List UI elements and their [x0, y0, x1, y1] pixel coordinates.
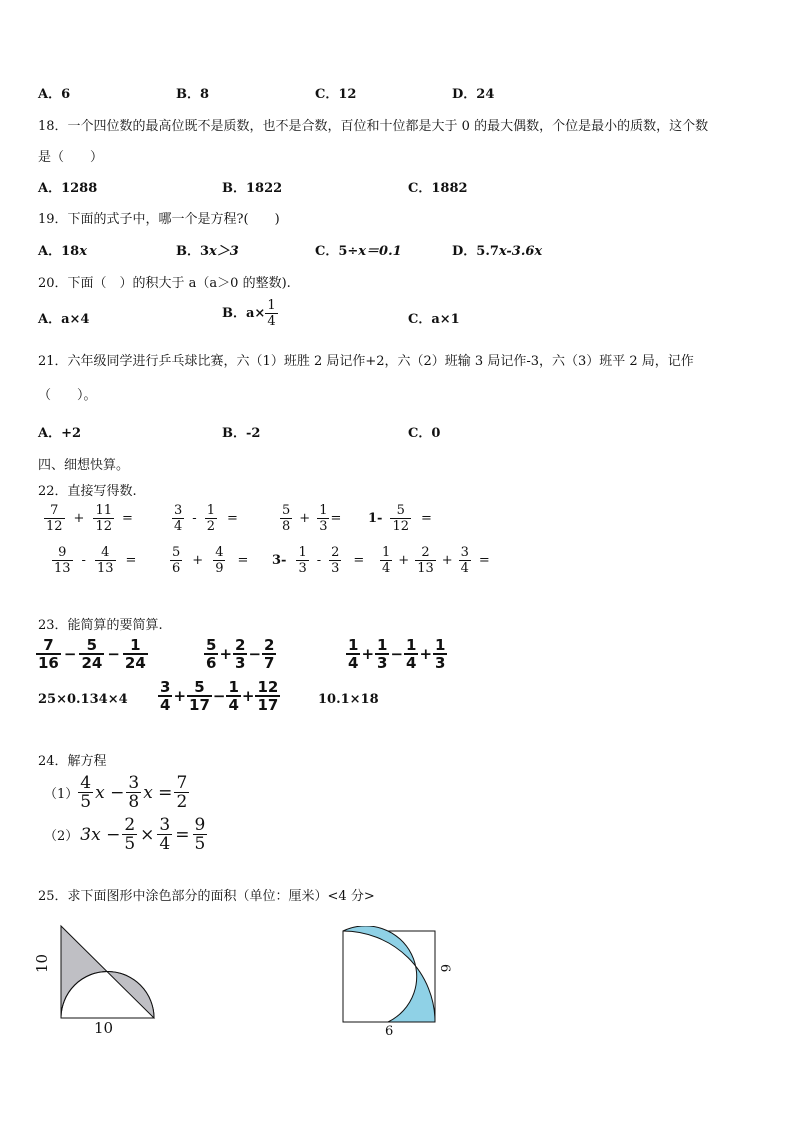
q18-option-c: C．1882: [408, 181, 468, 196]
fig1-base-label: 10: [94, 1019, 114, 1037]
figure-square-crescent: [338, 926, 442, 1026]
q22-item-8: $\frac{1}{4}$ + $\frac{2}{13}$ + $\frac{3}{4}$ =: [382, 545, 490, 576]
q19-option-d: D．5.7x-3.6x: [452, 244, 543, 259]
q23-expr-1: $\frac{7}{16}$ − $\frac{5}{24}$ − $\frac{1}{24}$: [38, 636, 146, 672]
fig1-height-label: 10: [33, 953, 51, 973]
section-heading: 四、细想快算。: [38, 458, 130, 473]
q19-option-b: B．3x＞3: [176, 244, 239, 259]
fig2-base-label: 6: [385, 1024, 394, 1039]
q25-stem: 25．求下面图形中涂色部分的面积（单位：厘米）<4 分>: [38, 889, 375, 904]
q24-equation-1: （1） $\frac{4}{5}$ x − $\frac{3}{8}$ x = $\frac{7}{2}$: [44, 773, 188, 812]
q23-expr-5: $\frac{3}{4}$ + $\frac{5}{17}$ − $\frac{1}{4}$ + $\frac{12}{17}$: [160, 678, 279, 714]
q18-option-a: A．1288: [38, 181, 98, 196]
q21-stem-line1: 21．六年级同学进行乒乓球比赛，六（1）班胜 2 局记作+2，六（2）班输 3 局记作-3，六（3）班平 2 局，记作: [38, 354, 694, 369]
q19-option-c: C．5÷x＝0.1: [315, 244, 402, 259]
q22-item-3: $\frac{5}{8}$ + $\frac{1}{3}$ =: [282, 503, 342, 534]
q22-item-4: 1- $\frac{5}{12}$ =: [368, 503, 432, 534]
q21-option-c: C．0: [408, 426, 441, 441]
q19-stem: 19．下面的式子中，哪一个是方程?( ): [38, 212, 280, 227]
q22-item-7: 3- $\frac{1}{3}$ - $\frac{2}{3}$ =: [272, 545, 365, 576]
q21-option-b: B．-2: [222, 426, 261, 441]
q18-option-b: B．1822: [222, 181, 283, 196]
q20-option-b: B．a× $\frac{1}{4}$: [222, 298, 276, 329]
q22-item-2: $\frac{3}{4}$ - $\frac{1}{2}$ =: [174, 503, 238, 534]
q23-expr-2: $\frac{5}{6}$ + $\frac{2}{3}$ − $\frac{2}{7}$: [206, 636, 275, 672]
q24-equation-2: （2） 3x − $\frac{2}{5}$ × $\frac{3}{4}$ = $\frac{9}{5}$: [44, 815, 206, 854]
q21-stem-line2: （ ）。: [38, 388, 97, 403]
q20-option-c: C．a×1: [408, 312, 460, 327]
q17-option-d: D．24: [452, 87, 495, 102]
q22-item-1: $\frac{7}{12}$ + $\frac{11}{12}$ =: [46, 503, 133, 534]
q17-option-c: C．12: [315, 87, 357, 102]
q22-item-6: $\frac{5}{6}$ + $\frac{4}{9}$ =: [172, 545, 249, 576]
q23-expr-4: 25×0.134×4: [38, 692, 128, 707]
q18-stem-line1: 18．一个四位数的最高位既不是质数，也不是合数，百位和十位都是大于 0 的最大偶数，个位是最小的质数，这个数: [38, 119, 709, 134]
q22-stem: 22．直接写得数.: [38, 484, 137, 499]
fig2-side-label: 6: [437, 964, 452, 973]
q21-option-a: A．+2: [38, 426, 82, 441]
q23-expr-6: 10.1×18: [318, 692, 379, 707]
q17-option-a: A．6: [38, 87, 71, 102]
q23-stem: 23．能简算的要简算.: [38, 618, 163, 633]
q20-option-a: A．a×4: [38, 312, 90, 327]
q20-stem: 20．下面（ ）的积大于 a（a＞0 的整数).: [38, 276, 291, 291]
q23-expr-3: $\frac{1}{4}$ + $\frac{1}{3}$ − $\frac{1}{4}$ + $\frac{1}{3}$: [348, 636, 446, 672]
q19-option-a: A．18x: [38, 244, 87, 259]
q17-option-b: B．8: [176, 87, 210, 102]
q24-stem: 24．解方程: [38, 754, 107, 769]
q22-item-5: $\frac{9}{13}$ - $\frac{4}{13}$ =: [54, 545, 137, 576]
q18-stem-line2: 是（ ）: [38, 150, 104, 165]
